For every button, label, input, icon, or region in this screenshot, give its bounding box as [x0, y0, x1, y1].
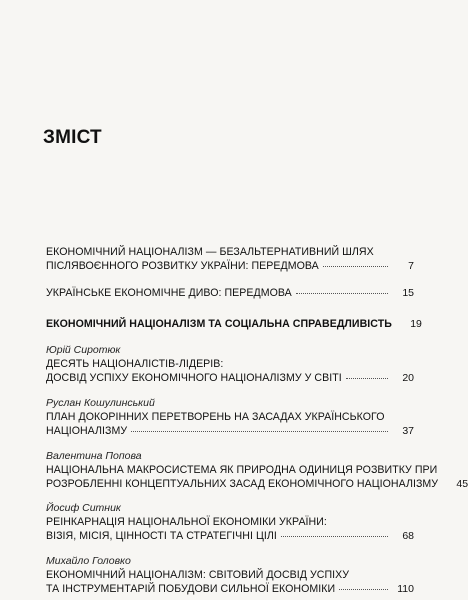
toc-entry[interactable] [46, 317, 422, 332]
toc-entry-last-row [46, 425, 414, 439]
toc-entry-title-line: ПЛАН ДОКОРІННИХ ПЕРЕТВОРЕНЬ НА ЗАСАДАХ УКРАЇНСЬКОГО [46, 411, 385, 423]
toc-entry-title-line: НАЦІОНАЛІЗМУ [46, 424, 128, 437]
toc-page-number: 110 [397, 582, 414, 595]
toc-entry-author: Юрій Сиротюк [46, 344, 121, 356]
toc-page-number: 7 [408, 259, 414, 272]
toc-entry-last-row [46, 260, 414, 274]
toc-entry[interactable] [46, 502, 414, 543]
toc-entry-title-line: ЕКОНОМІЧНИЙ НАЦІОНАЛІЗМ: СВІТОВИЙ ДОСВІД УСПІХУ [46, 569, 349, 581]
toc-page-number: 68 [402, 529, 414, 542]
toc-entry-author: Руслан Кошулинський [46, 397, 155, 409]
toc-page-number: 19 [410, 317, 422, 330]
toc-entry-title-line: ВІЗІЯ, МІСІЯ, ЦІННОСТІ ТА СТРАТЕГІЧНІ ЦІЛІ [46, 529, 277, 542]
toc-entry-last-row [46, 317, 422, 332]
toc-entry-title-line: ДОСВІД УСПІХУ ЕКОНОМІЧНОГО НАЦІОНАЛІЗМУ У СВІТІ [46, 371, 342, 384]
toc-entry-title-line: РЕІНКАРНАЦІЯ НАЦІОНАЛЬНОЇ ЕКОНОМІКИ УКРАЇНИ: [46, 516, 327, 528]
toc-entry-title-line: УКРАЇНСЬКЕ ЕКОНОМІЧНЕ ДИВО: ПЕРЕДМОВА [46, 287, 292, 299]
toc-entry-last-row [46, 583, 414, 597]
dot-leader [346, 378, 388, 379]
toc-entry-title-line: ТА ІНСТРУМЕНТАРІЙ ПОБУДОВИ СИЛЬНОЇ ЕКОНОМІКИ [46, 582, 336, 595]
page-title: ЗМІСТ [43, 127, 102, 148]
toc-page-number: 37 [402, 424, 414, 437]
toc-entry[interactable] [46, 555, 414, 596]
toc-entry-author: Валентина Попова [46, 450, 142, 462]
toc-entry-title-line: РОЗРОБЛЕННІ КОНЦЕПТУАЛЬНИХ ЗАСАД ЕКОНОМІЧНОГО НАЦІОНАЛІЗМУ [46, 477, 439, 490]
toc-entry-last-row [46, 287, 414, 301]
toc-entry-title-line: НАЦІОНАЛЬНА МАКРОСИСТЕМА ЯК ПРИРОДНА ОДИНИЦЯ РОЗВИТКУ ПРИ [46, 464, 438, 476]
toc-page-number: 20 [402, 371, 414, 384]
toc-entry-last-row [46, 530, 414, 544]
table-of-contents [46, 246, 468, 596]
toc-entry[interactable] [46, 287, 414, 301]
toc-entry-last-row [46, 477, 468, 492]
toc-entry[interactable] [46, 344, 414, 385]
toc-entry-author: Михайло Головко [46, 555, 131, 567]
dot-leader [131, 431, 388, 432]
toc-entry-last-row [46, 372, 414, 386]
toc-entry-title-line: ЕКОНОМІЧНИЙ НАЦІОНАЛІЗМ — БЕЗАЛЬТЕРНАТИВНИЙ ШЛЯХ [46, 246, 374, 258]
dot-leader [296, 293, 388, 294]
dot-leader [323, 266, 388, 267]
toc-entry-title-line: ЕКОНОМІЧНИЙ НАЦІОНАЛІЗМ ТА СОЦІАЛЬНА СПРАВЕДЛИВІСТЬ [46, 317, 392, 330]
dot-leader [339, 589, 388, 590]
toc-entry[interactable] [46, 397, 414, 438]
toc-entry[interactable] [46, 246, 414, 273]
toc-entry[interactable] [46, 450, 468, 491]
toc-entry-author: Йосиф Ситник [46, 502, 121, 514]
toc-page-number: 45 [456, 477, 468, 490]
toc-page-number: 15 [402, 287, 414, 299]
toc-entry-title-line: ДЕСЯТЬ НАЦІОНАЛІСТІВ-ЛІДЕРІВ: [46, 358, 224, 370]
dot-leader [281, 536, 388, 537]
toc-entry-title-line: ПІСЛЯВОЄННОГО РОЗВИТКУ УКРАЇНИ: ПЕРЕДМОВА [46, 259, 319, 272]
